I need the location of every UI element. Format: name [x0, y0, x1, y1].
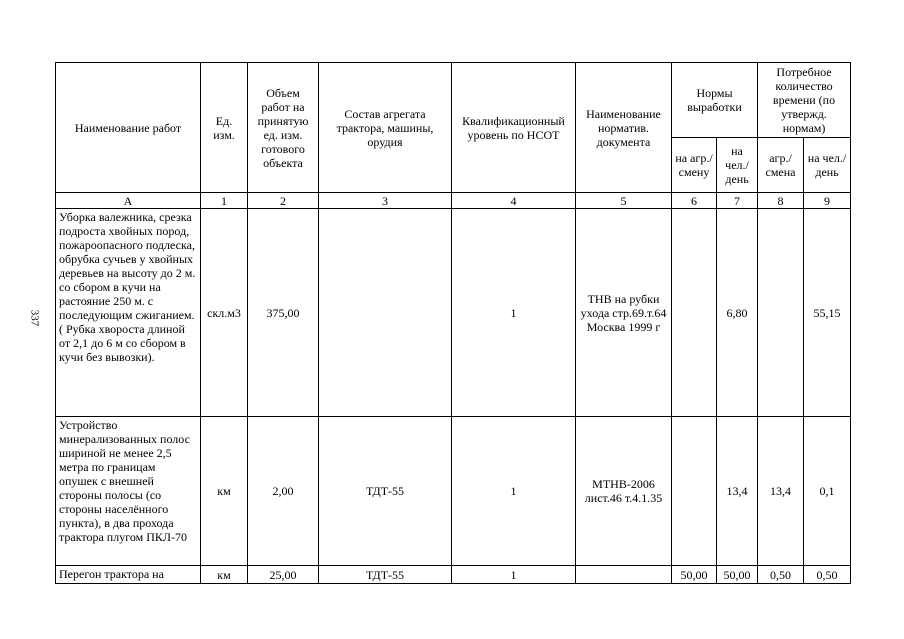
header-norms-agr: на агр./ смену	[672, 138, 717, 193]
column-number-row	[56, 193, 851, 209]
time-agr-cell	[758, 209, 804, 417]
time-chel-cell: 0,1	[804, 417, 851, 566]
document-cell: ТНВ на рубки ухода стр.69.т.64 Москва 1999 г	[576, 209, 672, 417]
norm-chel-cell: 6,80	[717, 209, 758, 417]
composition-cell: ТДТ-55	[319, 566, 452, 584]
norm-agr-cell	[672, 417, 717, 566]
header-row	[56, 63, 851, 138]
header-norms-chel: на чел./ день	[717, 138, 758, 193]
qualification-cell: 1	[452, 209, 576, 417]
unit-cell: км	[201, 566, 248, 584]
header-document: Наименование норматив. документа	[576, 63, 672, 193]
volume-cell: 25,00	[248, 566, 319, 584]
header-qualification: Квалификационный уровень по НСОТ	[452, 63, 576, 193]
time-agr-cell: 0,50	[758, 566, 804, 584]
header-composition: Состав агрегата трактора, машины, орудия	[319, 63, 452, 193]
column-number: 8	[758, 193, 804, 209]
column-number: 2	[248, 193, 319, 209]
volume-cell: 375,00	[248, 209, 319, 417]
time-chel-cell: 55,15	[804, 209, 851, 417]
composition-cell	[319, 209, 452, 417]
time-agr-cell: 13,4	[758, 417, 804, 566]
header-time: Потребное количество времени (по утвержд. нормам)	[758, 63, 851, 138]
column-number: 3	[319, 193, 452, 209]
norm-agr-cell: 50,00	[672, 566, 717, 584]
document-cell	[576, 566, 672, 584]
column-number: 9	[804, 193, 851, 209]
time-chel-cell: 0,50	[804, 566, 851, 584]
table-row	[56, 417, 851, 566]
column-number: 4	[452, 193, 576, 209]
column-number: 5	[576, 193, 672, 209]
qualification-cell: 1	[452, 566, 576, 584]
table-row	[56, 209, 851, 417]
unit-cell: км	[201, 417, 248, 566]
norm-chel-cell: 50,00	[717, 566, 758, 584]
header-norms: Нормы выработки	[672, 63, 758, 138]
composition-cell: ТДТ-55	[319, 417, 452, 566]
header-unit: Ед. изм.	[201, 63, 248, 193]
column-number: 6	[672, 193, 717, 209]
document-cell: МТНВ-2006 лист.46 т.4.1.35	[576, 417, 672, 566]
unit-cell: скл.м3	[201, 209, 248, 417]
page-number: 337	[28, 309, 41, 327]
work-name: Устройство минерализованных полос шириной не менее 2,5 метра по границам опушек с внешней стороны полосы (со стороны населённого пункта), в два прохода трактора плугом ПКЛ-70	[56, 417, 201, 566]
header-volume: Объем работ на принятую ед. изм. готового объекта	[248, 63, 319, 193]
volume-cell: 2,00	[248, 417, 319, 566]
norms-table	[55, 62, 851, 584]
column-number: 1	[201, 193, 248, 209]
norm-agr-cell	[672, 209, 717, 417]
qualification-cell: 1	[452, 417, 576, 566]
table-row	[56, 566, 851, 584]
column-number: А	[56, 193, 201, 209]
column-number: 7	[717, 193, 758, 209]
norm-chel-cell: 13,4	[717, 417, 758, 566]
header-time-chel: на чел./ день	[804, 138, 851, 193]
header-name: Наименование работ	[56, 63, 201, 193]
work-name: Перегон трактора на	[56, 566, 201, 584]
work-name: Уборка валежника, срезка подроста хвойных пород, пожароопасного подлеска, обрубка сучьев у хвойных деревьев на высоту до 2 м. со сбором в кучи на растояние 250 м. с последующим сжиганием. ( Рубка хвороста длиной от 2,1 до 6 м со сбором в кучи без вывозки).	[56, 209, 201, 417]
header-time-agr: агр./ смена	[758, 138, 804, 193]
